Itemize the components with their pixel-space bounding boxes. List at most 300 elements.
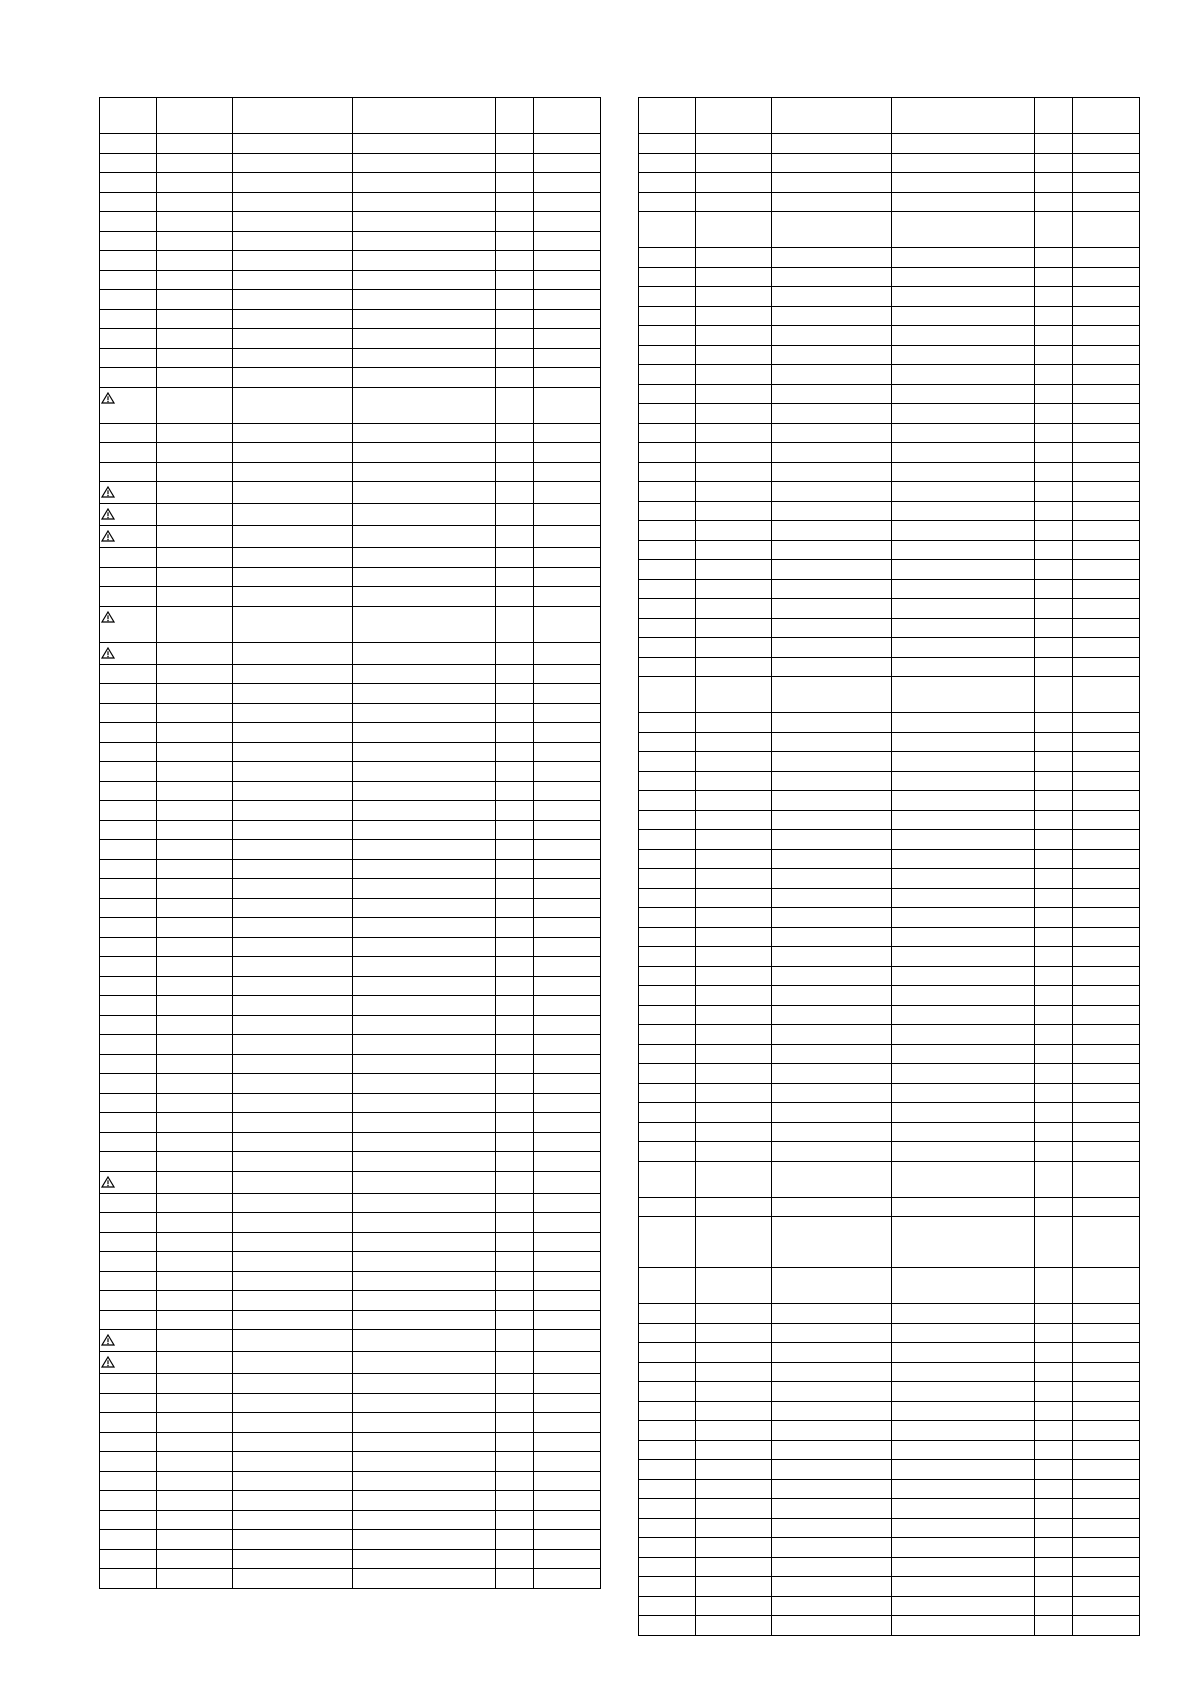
table-cell: [232, 898, 352, 918]
table-cell: [696, 1401, 771, 1421]
table-row: [100, 1374, 601, 1394]
table-cell: [1034, 1005, 1072, 1025]
table-cell: [771, 443, 891, 463]
table-cell: [696, 771, 771, 791]
table-cell: [891, 248, 1034, 268]
table-cell: [100, 723, 157, 743]
table-cell: [891, 98, 1034, 134]
table-cell: [352, 1291, 495, 1311]
table-cell: [1072, 830, 1139, 850]
table-row: [100, 1310, 601, 1330]
table-cell: [891, 1362, 1034, 1382]
table-cell: [157, 587, 232, 607]
table-cell: [1034, 1362, 1072, 1382]
table-cell: [352, 898, 495, 918]
table-cell: [1072, 1538, 1139, 1558]
table-cell: [533, 290, 600, 310]
table-row: [639, 521, 1140, 541]
table-cell: [100, 937, 157, 957]
table-cell: [639, 1122, 696, 1142]
table-cell: [533, 1232, 600, 1252]
table-cell: [1072, 732, 1139, 752]
table-cell: [100, 1152, 157, 1172]
table-cell: [533, 1252, 600, 1272]
table-cell: [232, 504, 352, 526]
table-cell: [100, 1330, 157, 1352]
table-row: [100, 348, 601, 368]
table-cell: [696, 1577, 771, 1597]
table-cell: [1072, 713, 1139, 733]
table-cell: [1072, 791, 1139, 811]
table-cell: [100, 684, 157, 704]
table-cell: [100, 1291, 157, 1311]
table-cell: [352, 270, 495, 290]
table-cell: [696, 1217, 771, 1268]
table-cell: [157, 443, 232, 463]
table-cell: [157, 684, 232, 704]
table-cell: [771, 1557, 891, 1577]
table-cell: [639, 192, 696, 212]
table-cell: [1034, 521, 1072, 541]
table-row: [100, 548, 601, 568]
table-cell: [495, 290, 533, 310]
table-cell: [157, 1432, 232, 1452]
table-cell: [771, 1577, 891, 1597]
table-cell: [891, 752, 1034, 772]
table-cell: [157, 173, 232, 193]
table-cell: [157, 290, 232, 310]
table-cell: [533, 134, 600, 154]
table-cell: [232, 1193, 352, 1213]
table-cell: [495, 482, 533, 504]
table-cell: [696, 1440, 771, 1460]
table-cell: [533, 1213, 600, 1233]
table-cell: [157, 820, 232, 840]
table-cell: [696, 1518, 771, 1538]
table-cell: [100, 270, 157, 290]
table-cell: [232, 548, 352, 568]
table-cell: [100, 1352, 157, 1374]
table-cell: [232, 387, 352, 423]
table-cell: [639, 752, 696, 772]
table-row: [100, 996, 601, 1016]
table-cell: [771, 501, 891, 521]
table-row: [639, 1538, 1140, 1558]
table-cell: [533, 173, 600, 193]
table-cell: [639, 1044, 696, 1064]
table-row: [100, 1193, 601, 1213]
table-row: [639, 1197, 1140, 1217]
table-row: [100, 270, 601, 290]
table-cell: [100, 1171, 157, 1193]
table-row: [100, 1054, 601, 1074]
table-cell: [157, 387, 232, 423]
table-cell: [639, 908, 696, 928]
table-cell: [232, 231, 352, 251]
table-cell: [891, 1083, 1034, 1103]
table-cell: [352, 348, 495, 368]
table-cell: [352, 937, 495, 957]
table-cell: [696, 986, 771, 1006]
table-cell: [696, 1343, 771, 1363]
table-cell: [639, 1440, 696, 1460]
table-cell: [495, 859, 533, 879]
table-cell: [891, 173, 1034, 193]
table-cell: [1034, 1197, 1072, 1217]
table-cell: [1072, 1064, 1139, 1084]
table-row: [100, 1352, 601, 1374]
table-cell: [696, 599, 771, 619]
table-cell: [771, 810, 891, 830]
table-cell: [352, 290, 495, 310]
table-row: [100, 1491, 601, 1511]
table-cell: [495, 1271, 533, 1291]
table-cell: [639, 1323, 696, 1343]
table-cell: [771, 248, 891, 268]
table-cell: [232, 348, 352, 368]
table-cell: [352, 879, 495, 899]
table-cell: [639, 966, 696, 986]
table-cell: [232, 482, 352, 504]
table-cell: [771, 849, 891, 869]
table-cell: [495, 1171, 533, 1193]
table-row: [639, 462, 1140, 482]
table-cell: [771, 1596, 891, 1616]
table-cell: [1072, 1577, 1139, 1597]
table-cell: [696, 248, 771, 268]
table-cell: [495, 526, 533, 548]
table-cell: [352, 1152, 495, 1172]
table-cell: [100, 1374, 157, 1394]
table-cell: [232, 443, 352, 463]
table-row: [100, 1549, 601, 1569]
table-cell: [157, 879, 232, 899]
table-cell: [533, 1393, 600, 1413]
table-cell: [533, 1374, 600, 1394]
table-cell: [696, 1103, 771, 1123]
table-cell: [352, 1352, 495, 1374]
table-row: [100, 231, 601, 251]
table-cell: [639, 1197, 696, 1217]
table-row: [639, 384, 1140, 404]
table-cell: [100, 423, 157, 443]
table-cell: [533, 1193, 600, 1213]
table-cell: [696, 306, 771, 326]
table-cell: [639, 326, 696, 346]
table-cell: [100, 1452, 157, 1472]
table-cell: [157, 642, 232, 664]
table-cell: [157, 976, 232, 996]
table-cell: [533, 504, 600, 526]
table-cell: [495, 1549, 533, 1569]
warning-triangle-icon: [101, 1355, 156, 1373]
table-row: [639, 1025, 1140, 1045]
table-row: [639, 1401, 1140, 1421]
table-cell: [100, 781, 157, 801]
table-cell: [495, 270, 533, 290]
table-cell: [891, 365, 1034, 385]
table-cell: [232, 1291, 352, 1311]
table-cell: [232, 1232, 352, 1252]
table-cell: [352, 1330, 495, 1352]
table-cell: [771, 192, 891, 212]
table-cell: [495, 309, 533, 329]
table-cell: [100, 443, 157, 463]
table-cell: [232, 212, 352, 232]
table-cell: [696, 1161, 771, 1197]
table-cell: [533, 153, 600, 173]
table-cell: [696, 443, 771, 463]
table-cell: [891, 1518, 1034, 1538]
table-cell: [1072, 1421, 1139, 1441]
table-cell: [533, 840, 600, 860]
table-cell: [1072, 1401, 1139, 1421]
table-cell: [891, 1401, 1034, 1421]
table-cell: [157, 423, 232, 443]
table-cell: [891, 657, 1034, 677]
table-cell: [495, 957, 533, 977]
table-row: [100, 173, 601, 193]
table-cell: [232, 1152, 352, 1172]
table-row: [639, 1268, 1140, 1304]
table-cell: [495, 231, 533, 251]
table-row: [100, 859, 601, 879]
table-cell: [771, 986, 891, 1006]
table-cell: [1072, 423, 1139, 443]
table-cell: [352, 1310, 495, 1330]
table-row: [639, 134, 1140, 154]
table-cell: [100, 1213, 157, 1233]
table-cell: [1034, 1217, 1072, 1268]
table-cell: [1034, 384, 1072, 404]
table-row: [100, 387, 601, 423]
table-row: [639, 1122, 1140, 1142]
table-cell: [100, 251, 157, 271]
table-cell: [232, 192, 352, 212]
table-cell: [495, 1510, 533, 1530]
table-cell: [1072, 986, 1139, 1006]
table-cell: [495, 996, 533, 1016]
table-row: [639, 1217, 1140, 1268]
table-cell: [639, 713, 696, 733]
table-cell: [533, 1035, 600, 1055]
table-cell: [100, 504, 157, 526]
table-cell: [639, 849, 696, 869]
table-row: [100, 1132, 601, 1152]
table-cell: [495, 762, 533, 782]
table-cell: [891, 345, 1034, 365]
table-cell: [495, 1132, 533, 1152]
table-cell: [100, 1035, 157, 1055]
table-cell: [696, 404, 771, 424]
table-cell: [533, 742, 600, 762]
table-cell: [891, 947, 1034, 967]
table-cell: [100, 1074, 157, 1094]
table-cell: [1072, 1440, 1139, 1460]
table-cell: [352, 1271, 495, 1291]
table-cell: [495, 462, 533, 482]
table-cell: [352, 548, 495, 568]
table-cell: [639, 1268, 696, 1304]
table-cell: [232, 606, 352, 642]
table-cell: [100, 1015, 157, 1035]
table-row: [100, 1569, 601, 1589]
table-cell: [696, 713, 771, 733]
table-cell: [1034, 1401, 1072, 1421]
table-cell: [157, 548, 232, 568]
table-cell: [352, 664, 495, 684]
table-cell: [352, 153, 495, 173]
table-cell: [157, 1035, 232, 1055]
table-cell: [495, 173, 533, 193]
table-cell: [100, 642, 157, 664]
table-cell: [1034, 443, 1072, 463]
table-cell: [1072, 1499, 1139, 1519]
table-cell: [771, 1362, 891, 1382]
table-cell: [352, 1432, 495, 1452]
table-cell: [352, 1530, 495, 1550]
table-cell: [495, 879, 533, 899]
table-cell: [771, 1083, 891, 1103]
table-cell: [232, 1171, 352, 1193]
table-cell: [533, 1074, 600, 1094]
table-row: [100, 879, 601, 899]
table-row: [639, 1499, 1140, 1519]
table-cell: [352, 368, 495, 388]
table-row: [639, 423, 1140, 443]
table-cell: [100, 153, 157, 173]
table-cell: [157, 462, 232, 482]
table-cell: [891, 1005, 1034, 1025]
table-cell: [1072, 1122, 1139, 1142]
table-cell: [232, 1510, 352, 1530]
table-cell: [696, 501, 771, 521]
table-cell: [157, 898, 232, 918]
table-cell: [495, 567, 533, 587]
table-row: [639, 1103, 1140, 1123]
table-cell: [1072, 579, 1139, 599]
table-cell: [533, 703, 600, 723]
table-cell: [352, 231, 495, 251]
table-cell: [157, 329, 232, 349]
table-cell: [495, 504, 533, 526]
table-cell: [1034, 657, 1072, 677]
table-cell: [495, 212, 533, 232]
table-cell: [771, 462, 891, 482]
table-cell: [1072, 482, 1139, 502]
table-cell: [1034, 810, 1072, 830]
table-cell: [696, 540, 771, 560]
table-cell: [495, 1352, 533, 1374]
table-row: [639, 1479, 1140, 1499]
table-cell: [232, 462, 352, 482]
table-row: [100, 482, 601, 504]
table-cell: [771, 1044, 891, 1064]
table-cell: [1034, 423, 1072, 443]
warning-triangle-icon: [101, 529, 156, 547]
table-cell: [1072, 326, 1139, 346]
table-cell: [771, 521, 891, 541]
table-cell: [771, 404, 891, 424]
table-cell: [1034, 1025, 1072, 1045]
table-cell: [891, 810, 1034, 830]
table-cell: [696, 1064, 771, 1084]
table-cell: [495, 642, 533, 664]
table-cell: [1072, 1142, 1139, 1162]
table-cell: [100, 1093, 157, 1113]
table-cell: [891, 869, 1034, 889]
table-cell: [891, 1103, 1034, 1123]
table-row: [100, 1432, 601, 1452]
table-cell: [771, 752, 891, 772]
table-cell: [771, 966, 891, 986]
table-cell: [1072, 462, 1139, 482]
table-cell: [696, 365, 771, 385]
table-row: [100, 567, 601, 587]
table-cell: [1034, 173, 1072, 193]
table-row: [639, 752, 1140, 772]
table-cell: [639, 1499, 696, 1519]
table-cell: [696, 830, 771, 850]
table-cell: [891, 1142, 1034, 1162]
table-cell: [495, 348, 533, 368]
table-cell: [639, 677, 696, 713]
table-cell: [232, 1093, 352, 1113]
table-cell: [232, 879, 352, 899]
table-cell: [696, 1083, 771, 1103]
table-cell: [352, 482, 495, 504]
table-cell: [1034, 326, 1072, 346]
table-cell: [1072, 173, 1139, 193]
table-cell: [533, 664, 600, 684]
table-cell: [232, 1015, 352, 1035]
table-cell: [157, 192, 232, 212]
table-cell: [771, 1005, 891, 1025]
table-cell: [771, 306, 891, 326]
table-cell: [639, 1161, 696, 1197]
table-cell: [100, 1413, 157, 1433]
table-cell: [495, 684, 533, 704]
table-cell: [100, 1491, 157, 1511]
table-row: [100, 290, 601, 310]
table-cell: [352, 703, 495, 723]
table-cell: [696, 1362, 771, 1382]
table-cell: [696, 677, 771, 713]
table-cell: [891, 287, 1034, 307]
table-cell: [495, 192, 533, 212]
table-cell: [495, 153, 533, 173]
table-cell: [533, 387, 600, 423]
table-cell: [696, 1142, 771, 1162]
table-cell: [696, 791, 771, 811]
table-row: [639, 732, 1140, 752]
table-cell: [696, 423, 771, 443]
table-row: [100, 976, 601, 996]
table-cell: [533, 1471, 600, 1491]
table-cell: [100, 976, 157, 996]
table-cell: [232, 1113, 352, 1133]
table-cell: [157, 1171, 232, 1193]
table-cell: [495, 387, 533, 423]
table-cell: [696, 1122, 771, 1142]
table-cell: [771, 1479, 891, 1499]
table-cell: [639, 1304, 696, 1324]
table-cell: [157, 231, 232, 251]
table-cell: [100, 1569, 157, 1589]
table-cell: [157, 937, 232, 957]
table-cell: [157, 801, 232, 821]
table-cell: [533, 309, 600, 329]
